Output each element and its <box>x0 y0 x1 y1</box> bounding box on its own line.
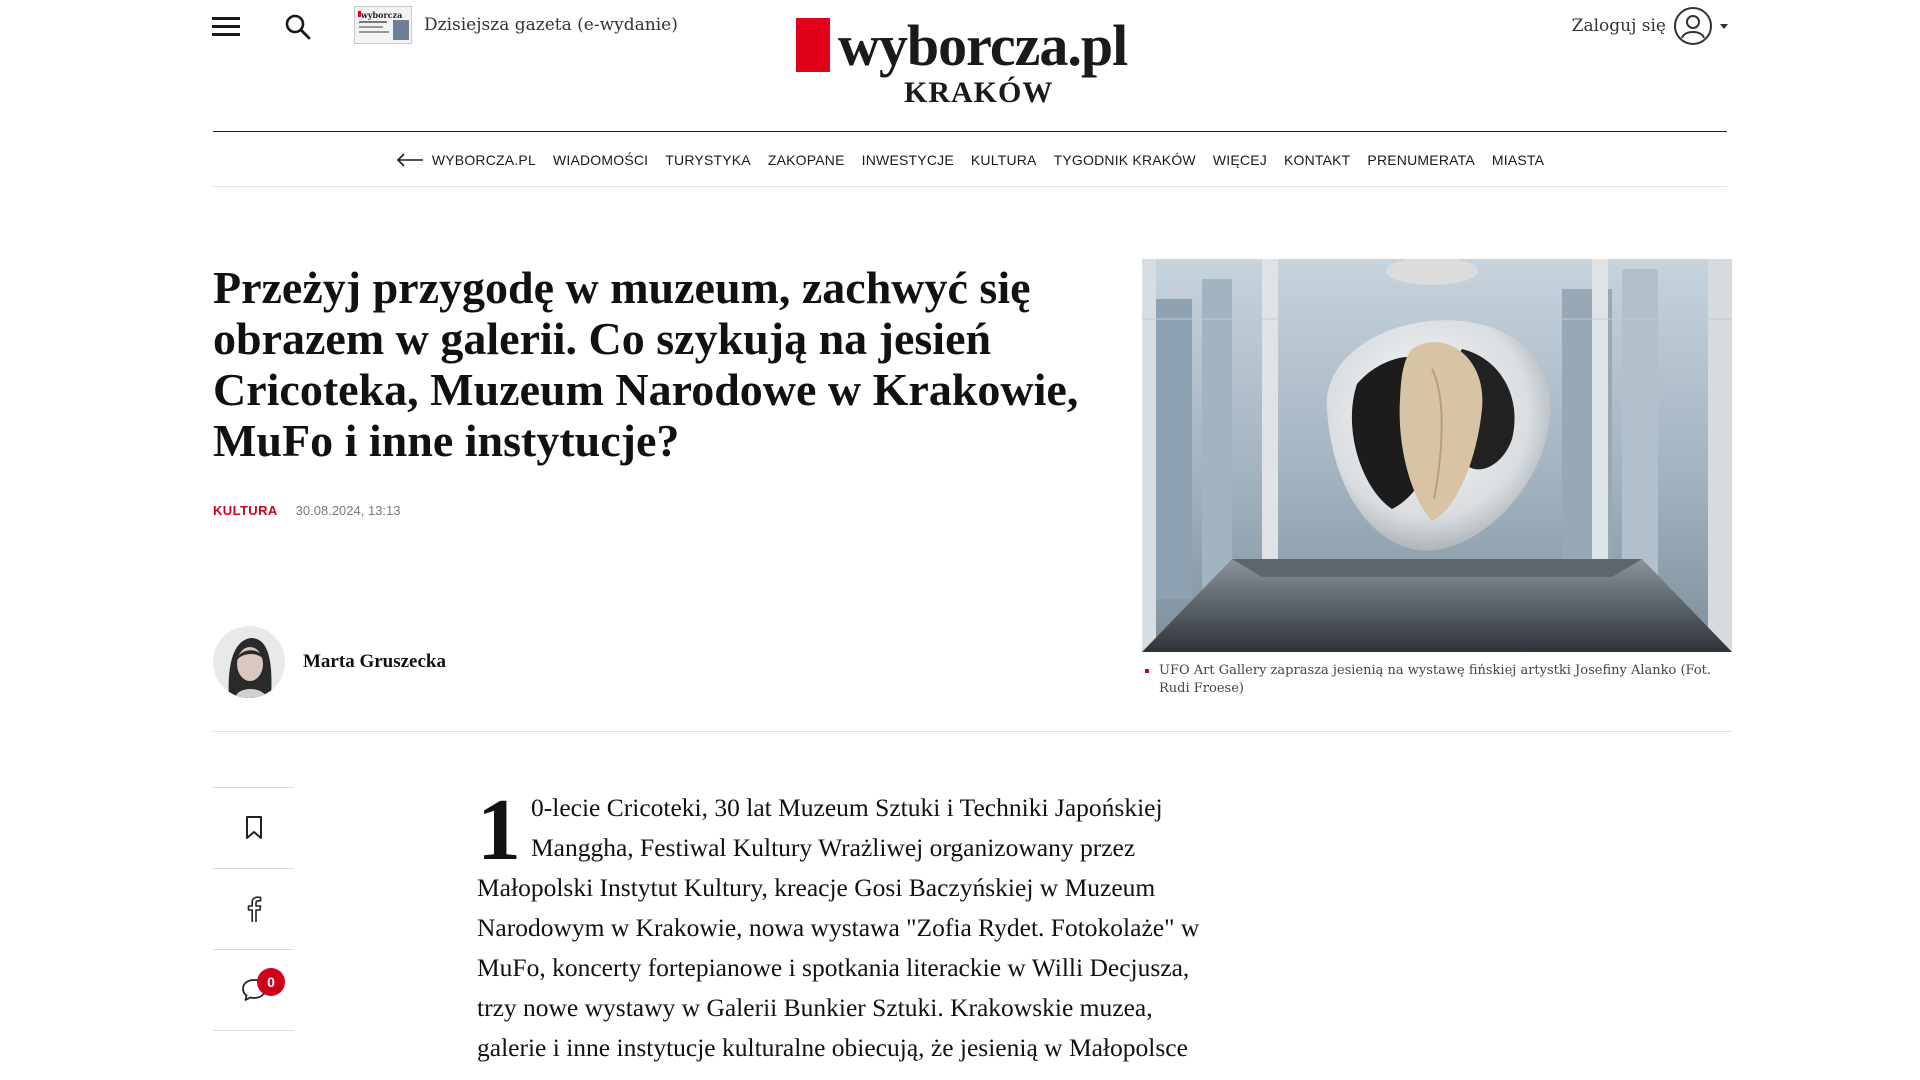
comments-button[interactable] <box>213 950 294 1030</box>
caption-bullet <box>1145 669 1149 673</box>
chevron-down-icon <box>1720 24 1728 29</box>
article-lead-text: 0-lecie Cricoteki, 30 lat Muzeum Sztuki i Techniki Japońskiej Manggha, Festiwal Kultury Wrażliwej organizowany przez Małopolski Instytut Kultury, kreacje Gosi Baczyńskiej w Muzeum Narodowym w Krakowie, nowa wystawa "Zofia Rydet. Fotokolaże" w MuFo, koncerty fortepianowe i spotkania literackie w Willi Decjusza, trzy nowe wystawy w Galerii Bunkier Sztuki. Krakowskie muzea, galerie i inne instytucje kulturalne obiecują, że jesienią w Małopolsce <box>477 793 1200 1062</box>
bookmark-button[interactable] <box>213 788 294 868</box>
article-author[interactable] <box>213 626 446 698</box>
login-label: Zaloguj się <box>1571 16 1666 36</box>
article-lead <box>477 782 1210 1068</box>
article-meta <box>213 503 401 518</box>
nav-item-zakopane[interactable]: ZAKOPANE <box>767 152 845 168</box>
nav-item-wiadomosci[interactable]: WIADOMOŚCI <box>552 152 649 168</box>
article-date: 30.08.2024, 13:13 <box>295 503 401 518</box>
hero-image-caption <box>1145 662 1725 698</box>
site-header <box>0 0 1920 132</box>
nav-item-inwestycje[interactable]: INWESTYCJE <box>861 152 954 168</box>
article-hero-image[interactable] <box>1142 259 1732 652</box>
menu-icon[interactable] <box>212 16 240 38</box>
e-edition-link[interactable] <box>354 6 678 46</box>
author-avatar <box>213 626 285 698</box>
search-icon[interactable] <box>284 13 312 41</box>
nav-item-tygodnik-krakow[interactable]: TYGODNIK KRAKÓW <box>1053 152 1196 168</box>
arrow-left-icon <box>396 153 424 167</box>
e-edition-thumbnail: wyborcza <box>354 6 412 44</box>
logo-red-block <box>796 18 830 72</box>
logo-city: KRAKÓW <box>904 76 1054 109</box>
user-icon <box>1674 7 1712 45</box>
login-button[interactable] <box>1572 6 1728 46</box>
nav-item-kontakt[interactable]: KONTAKT <box>1283 152 1351 168</box>
nav-item-wiecej[interactable]: WIĘCEJ <box>1212 152 1267 168</box>
bookmark-icon <box>244 815 264 841</box>
nav-item-kultura[interactable]: KULTURA <box>970 152 1037 168</box>
author-name: Marta Gruszecka <box>303 651 446 672</box>
facebook-icon <box>246 895 262 923</box>
header-divider <box>213 131 1727 132</box>
e-edition-label: Dzisiejsza gazeta (e-wydanie) <box>424 15 678 35</box>
article-head-divider <box>213 731 1732 732</box>
nav-divider <box>213 186 1727 187</box>
caption-text: UFO Art Gallery zaprasza jesienią na wystawę fińskiej artystki Josefiny Alanko (Fot. Rudi Froese) <box>1159 663 1712 696</box>
section-nav <box>213 134 1727 186</box>
nav-back-link[interactable] <box>396 152 536 168</box>
comments-count-badge: 0 <box>257 968 285 996</box>
nav-item-turystyka[interactable]: TURYSTYKA <box>665 152 751 168</box>
nav-item-wyborcza: WYBORCZA.PL <box>431 152 536 168</box>
share-toolbar <box>213 787 294 1031</box>
logo-wordmark: wyborcza.pl <box>838 13 1128 78</box>
article-section-link[interactable]: KULTURA <box>213 503 278 518</box>
site-logo[interactable] <box>796 13 1141 109</box>
article-headline: Przeżyj przygodę w muzeum, zachwyć się obrazem w galerii. Co szykują na jesień Cricoteka, Muzeum Narodowe w Krakowie, MuFo i inne instytucje? <box>213 262 1079 466</box>
article-dropcap: 1 <box>477 782 521 879</box>
nav-item-prenumerata[interactable]: PRENUMERATA <box>1367 152 1475 168</box>
facebook-share-button[interactable] <box>213 869 294 949</box>
nav-item-miasta[interactable]: MIASTA <box>1491 152 1545 168</box>
